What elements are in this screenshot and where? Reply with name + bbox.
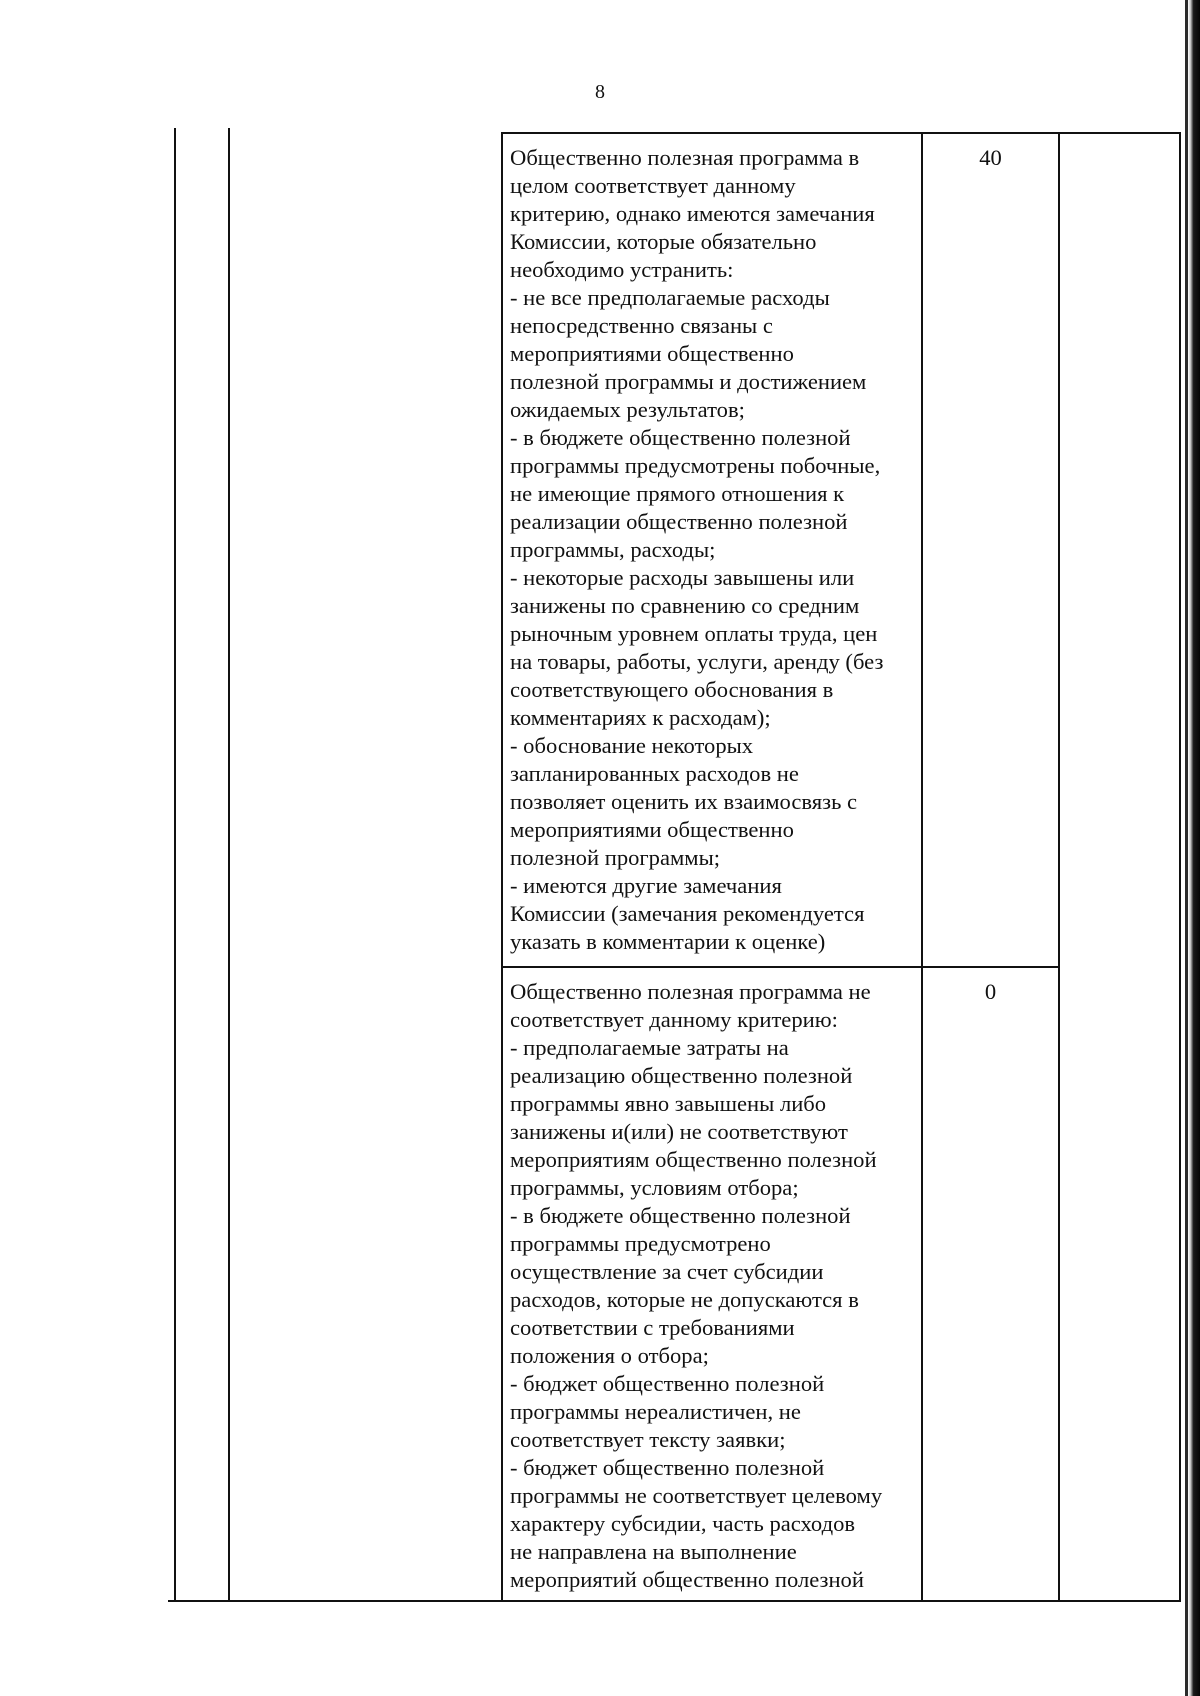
description-line: программы, условиям отбора; (510, 1175, 799, 1200)
description-line: на товары, работы, услуги, аренду (без (510, 649, 884, 674)
description-line: ожидаемых результатов; (510, 397, 745, 422)
description-line: программы, расходы; (510, 537, 716, 562)
score-cell: 40 (979, 145, 1002, 170)
description-line: занижены по сравнению со средним (510, 593, 860, 618)
description-line: комментариях к расходам); (510, 705, 771, 730)
description-line: непосредственно связаны с (510, 313, 773, 338)
criterion-description-cell (510, 978, 882, 1594)
description-line: - имеются другие замечания (510, 873, 782, 898)
description-line: полезной программы и достижением (510, 369, 867, 394)
description-line: программы явно завышены либо (510, 1091, 827, 1116)
description-line: - обоснование некоторых (510, 733, 754, 758)
description-line: - в бюджете общественно полезной (510, 425, 851, 450)
description-line: целом соответствует данному (510, 173, 796, 198)
description-line: не направлена на выполнение (510, 1539, 797, 1564)
table-right-border (1179, 132, 1181, 1601)
description-line: - некоторые расходы завышены или (510, 565, 855, 590)
description-line: характеру субсидии, часть расходов (510, 1511, 856, 1536)
criterion-description-cell (510, 144, 883, 956)
description-line: - предполагаемые затраты на (510, 1035, 789, 1060)
table-left-border (174, 128, 176, 1601)
description-line: расходов, которые не допускаются в (510, 1287, 859, 1312)
description-line: необходимо устранить: (510, 257, 734, 282)
description-line: запланированных расходов не (510, 761, 799, 786)
description-line: положения о отбора; (510, 1343, 709, 1368)
description-line: полезной программы; (510, 845, 721, 870)
row-separator (501, 966, 1059, 968)
description-line: мероприятиями общественно (510, 341, 794, 366)
description-line: критерию, однако имеются замечания (510, 201, 875, 226)
description-line: осуществление за счет субсидии (510, 1259, 824, 1284)
description-line: Комиссии, которые обязательно (510, 229, 817, 254)
description-line: Комиссии (замечания рекомендуется (510, 901, 865, 926)
description-line: реализацию общественно полезной (510, 1063, 853, 1088)
description-line: - в бюджете общественно полезной (510, 1203, 851, 1228)
description-line: не имеющие прямого отношения к (510, 481, 845, 506)
description-line: указать в комментарии к оценке) (510, 929, 826, 954)
description-line: программы предусмотрены побочные, (510, 453, 881, 478)
description-line: соответствует тексту заявки; (510, 1427, 786, 1452)
description-line: Общественно полезная программа не (510, 979, 871, 1004)
description-line: позволяет оценить их взаимосвязь с (510, 789, 858, 814)
column-divider-1 (228, 128, 230, 1601)
description-line: соответствующего обоснования в (510, 677, 834, 702)
page-number: 8 (595, 81, 605, 103)
description-line: - не все предполагаемые расходы (510, 285, 830, 310)
description-line: мероприятиям общественно полезной (510, 1147, 877, 1172)
score-cell: 0 (984, 979, 997, 1004)
description-line: программы предусмотрено (510, 1231, 771, 1256)
column-divider-2 (501, 132, 503, 1601)
description-line: программы нереалистичен, не (510, 1399, 801, 1424)
description-line: рыночным уровнем оплаты труда, цен (510, 621, 878, 646)
description-line: программы не соответствует целевому (510, 1483, 883, 1508)
description-line: соответствует данному критерию: (510, 1007, 838, 1032)
description-line: - бюджет общественно полезной (510, 1371, 825, 1396)
description-line: мероприятиями общественно (510, 817, 794, 842)
description-line: Общественно полезная программа в (510, 145, 860, 170)
table-top-border (501, 132, 1181, 134)
description-line: соответствии с требованиями (510, 1315, 795, 1340)
column-divider-3 (921, 132, 923, 1601)
description-line: занижены и(или) не соответствуют (510, 1119, 848, 1144)
table-bottom-border (168, 1600, 1181, 1602)
scan-edge-shadow (1188, 0, 1200, 1696)
column-divider-4 (1058, 132, 1060, 1601)
description-line: - бюджет общественно полезной (510, 1455, 825, 1480)
description-line: реализации общественно полезной (510, 509, 848, 534)
description-line: мероприятий общественно полезной (510, 1567, 864, 1592)
